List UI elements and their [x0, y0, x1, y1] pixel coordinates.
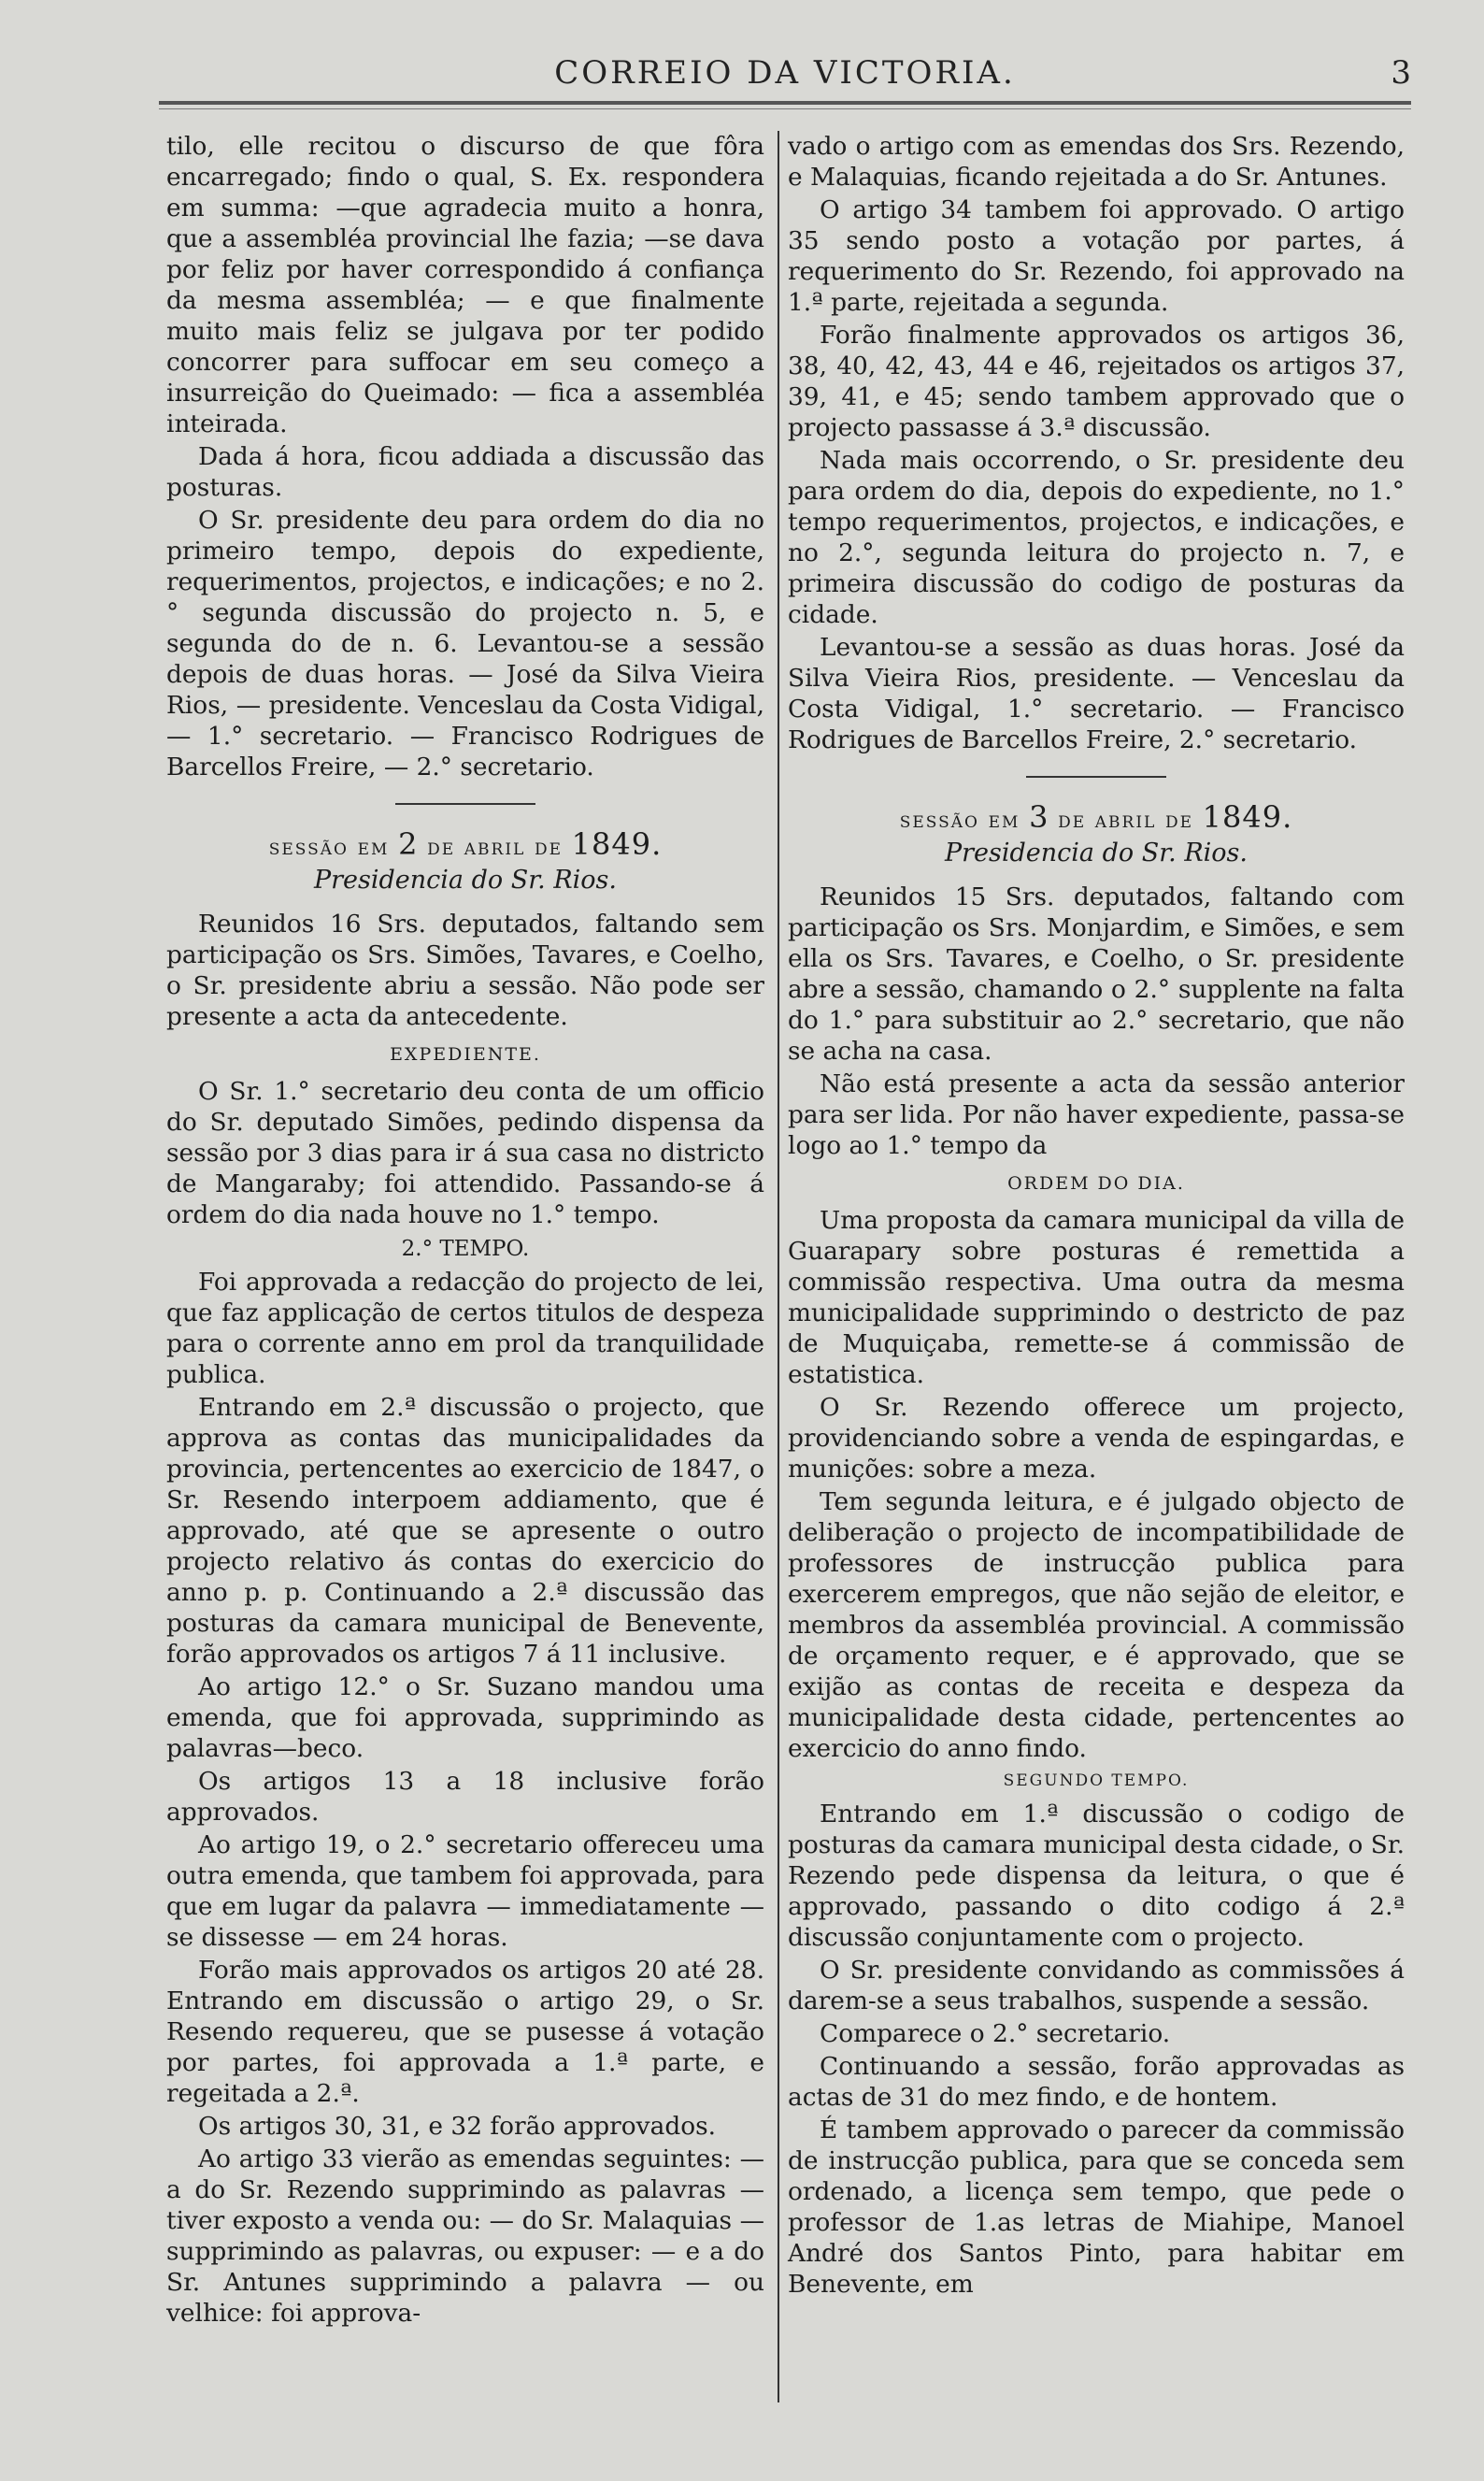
section-rule: [395, 803, 535, 805]
paragraph: Continuando a sessão, forão approvadas as actas de 31 do mez findo, e de hontem.: [788, 2052, 1405, 2112]
paragraph: vado o artigo com as emendas dos Srs. Rezendo, e Malaquias, ficando rejeitada a do Sr. Antunes.: [788, 132, 1405, 192]
paragraph: Uma proposta da camara municipal da villa de Guarapary sobre posturas é remettida a commissão respectiva. Uma outra da mesma municipalidade supprimindo o destricto de paz de Muquiçaba, remette-se á commissão de estatistica.: [788, 1206, 1405, 1389]
paragraph: Forão finalmente approvados os artigos 36, 38, 40, 42, 43, 44 e 46, rejeitados os artigos 37, 39, 41, e 45; sendo tambem approvado que o projecto passasse á 3.ª discussão.: [788, 321, 1405, 442]
paragraph: Comparece o 2.° secretario.: [820, 2019, 1171, 2048]
paragraph: O artigo 34 tambem foi approvado. O artigo 35 sendo posto a votação por partes, á requerimento do Sr. Rezendo, foi approvado na 1.ª parte, rejeitada a segunda.: [788, 195, 1405, 317]
paragraph: Os artigos 13 a 18 inclusive forão approvados.: [166, 1767, 764, 1827]
expediente-heading: EXPEDIENTE.: [390, 1044, 541, 1065]
paragraph: Os artigos 30, 31, e 32 forão approvados.: [198, 2112, 717, 2141]
session-heading: [166, 826, 764, 863]
paragraph: Entrando em 1.ª discussão o codigo de posturas da camara municipal desta cidade, o Sr. Rezendo pede dispensa da leitura, o que é approvado, passando o dito codigo á 2.ª discussão conjuntamente com o projecto.: [788, 1800, 1405, 1952]
session-heading-year: 1849.: [1202, 799, 1293, 835]
ordem-do-dia-heading: ORDEM DO DIA.: [1007, 1173, 1185, 1194]
paragraph: O Sr. presidente deu para ordem do dia no primeiro tempo, depois do expediente, requerimentos, projectos, e indicações; e no 2.° segunda discussão do projecto n. 5, e segunda do de n. 6. Levantou-se a sessão depois de duas horas. — José da Silva Vieira Rios, — presidente. Venceslau da Costa Vidigal, — 1.° secretario. — Francisco Rodrigues de Barcellos Freire, — 2.° secretario.: [166, 506, 764, 782]
paragraph: Nada mais occorrendo, o Sr. presidente deu para ordem do dia, depois do expediente, no 1.° tempo requerimentos, projectos, e indicações, e no 2.°, segunda leitura do projecto n. 7, e primeira discussão do codigo de posturas da cidade.: [788, 446, 1405, 629]
session-heading-year: 1849.: [571, 826, 663, 862]
paragraph: Ao artigo 33 vierão as emendas seguintes: — a do Sr. Rezendo supprimindo as palavras — tiver exposto a venda ou: — do Sr. Malaquias — supprimindo as palavras, ou expuser: — e a do Sr. Antunes supprimindo a palavra — ou velhice: foi approva-: [166, 2144, 764, 2328]
paragraph: Dada á hora, ficou addiada a discussão das posturas.: [166, 442, 764, 502]
paragraph: É tambem approvado o parecer da commissão de instrucção publica, para que se conceda sem ordenado, a licença sem tempo, que pede o professor de 1.as letras de Miahipe, Manoel André dos Santos Pinto, para habitar em Benevente, em: [788, 2115, 1405, 2299]
session-heading-prefix: sessão em: [899, 807, 1020, 833]
paragraph: Reunidos 16 Srs. deputados, faltando sem participação os Srs. Simões, Tavares, e Coelho, o Sr. presidente abriu a sessão. Não pode ser presente a acta da antecedente.: [166, 910, 764, 1031]
session-heading-prefix: sessão em: [268, 834, 390, 860]
paragraph: Forão mais approvados os artigos 20 até 28. Entrando em discussão o artigo 29, o Sr. Resendo requereu, que se pusesse á votação por partes, foi approvada a 1.ª parte, e regeitada a 2.ª.: [166, 1956, 764, 2108]
presidency-line: Presidencia do Sr. Rios.: [313, 866, 617, 895]
paragraph: O Sr. Rezendo offerece um projecto, providenciando sobre a venda de espingardas, e munições: sobre a meza.: [788, 1393, 1405, 1484]
paragraph: Tem segunda leitura, e é julgado objecto de deliberação o projecto de incompatibilidade de professores de instrucção publica para exercerem empregos, que não sejão de eleitor, e membros da assembléa provincial. A commissão de orçamento requer, e é approvado, que se exijão as contas de receita e despeza da municipalidade desta cidade, pertencentes ao exercicio do anno findo.: [788, 1487, 1405, 1763]
page-header: [159, 54, 1411, 110]
paragraph: O Sr. presidente convidando as commissões á darem-se a seus trabalhos, suspende a sessão.: [788, 1956, 1405, 2015]
paragraph: Entrando em 2.ª discussão o projecto, que approva as contas das municipalidades da provincia, pertencentes ao exercicio de 1847, o Sr. Resendo interpoem addiamento, que é approvado, até que se apresente o outro projecto relativo ás contas do exercicio do anno p. p. Continuando a 2.ª discussão das posturas da camara municipal de Benevente, forão approvados os artigos 7 á 11 inclusive.: [166, 1393, 764, 1669]
paragraph: Reunidos 15 Srs. deputados, faltando com participação os Srs. Monjardim, e Simões, e sem ella os Srs. Tavares, e Coelho, o Sr. presidente abre a sessão, chamando o 2.° supplente na falta do 1.° para substituir ao 2.° secretario, que não se acha na casa.: [788, 882, 1405, 1066]
paragraph: Foi approvada a redacção do projecto de lei, que faz applicação de certos titulos de despeza para o corrente anno em prol da tranquilidade publica.: [166, 1268, 764, 1389]
segundo-tempo-heading: SEGUNDO TEMPO.: [1003, 1771, 1190, 1790]
tempo-heading: 2.° TEMPO.: [401, 1237, 530, 1261]
session-heading: [788, 799, 1405, 836]
newspaper-title: CORREIO DA VICTORIA.: [554, 54, 1016, 92]
session-heading-day: 2: [398, 826, 419, 862]
page-number: 3: [1391, 54, 1411, 92]
paragraph: tilo, elle recitou o discurso de que fôra encarregado; findo o qual, S. Ex. respondera em summa: —que agradecia muito a honra, que a assembléa provincial lhe fazia; —se dava por feliz por haver correspondido á confiança da mesma assembléa; — e que finalmente muito mais feliz se julgava por ter podido concorrer para suffocar em seu começo a insurreição do Queimado: — fica a assembléa inteirada.: [166, 132, 764, 438]
paragraph: Não está presente a acta da sessão anterior para ser lida. Por não haver expediente, passa-se logo ao 1.° tempo da: [788, 1069, 1405, 1160]
header-rule: [159, 101, 1411, 109]
paragraph: Levantou-se a sessão as duas horas. José da Silva Vieira Rios, presidente. — Venceslau da Costa Vidigal, 1.° secretario. — Francisco Rodrigues de Barcellos Freire, 2.° secretario.: [788, 633, 1405, 754]
left-column: [166, 131, 764, 2330]
paragraph: O Sr. 1.° secretario deu conta de um officio do Sr. deputado Simões, pedindo dispensa da sessão por 3 dias para ir á sua casa no districto de Mangaraby; foi attendido. Passando-se á ordem do dia nada houve no 1.° tempo.: [166, 1077, 764, 1229]
paragraph: Ao artigo 19, o 2.° secretario offereceu uma outra emenda, que tambem foi approvada, para que em lugar da palavra — immediatamente — se dissesse — em 24 horas.: [166, 1830, 764, 1952]
paragraph: Ao artigo 12.° o Sr. Suzano mandou uma emenda, que foi approvada, supprimindo as palavras—beco.: [166, 1672, 764, 1763]
session-heading-mid: de abril de: [1058, 807, 1194, 833]
column-divider: [778, 131, 779, 2402]
section-rule: [1026, 776, 1166, 778]
right-column: [788, 131, 1405, 2302]
presidency-line: Presidencia do Sr. Rios.: [944, 839, 1248, 868]
session-heading-mid: de abril de: [427, 834, 564, 860]
session-heading-day: 3: [1029, 799, 1049, 835]
